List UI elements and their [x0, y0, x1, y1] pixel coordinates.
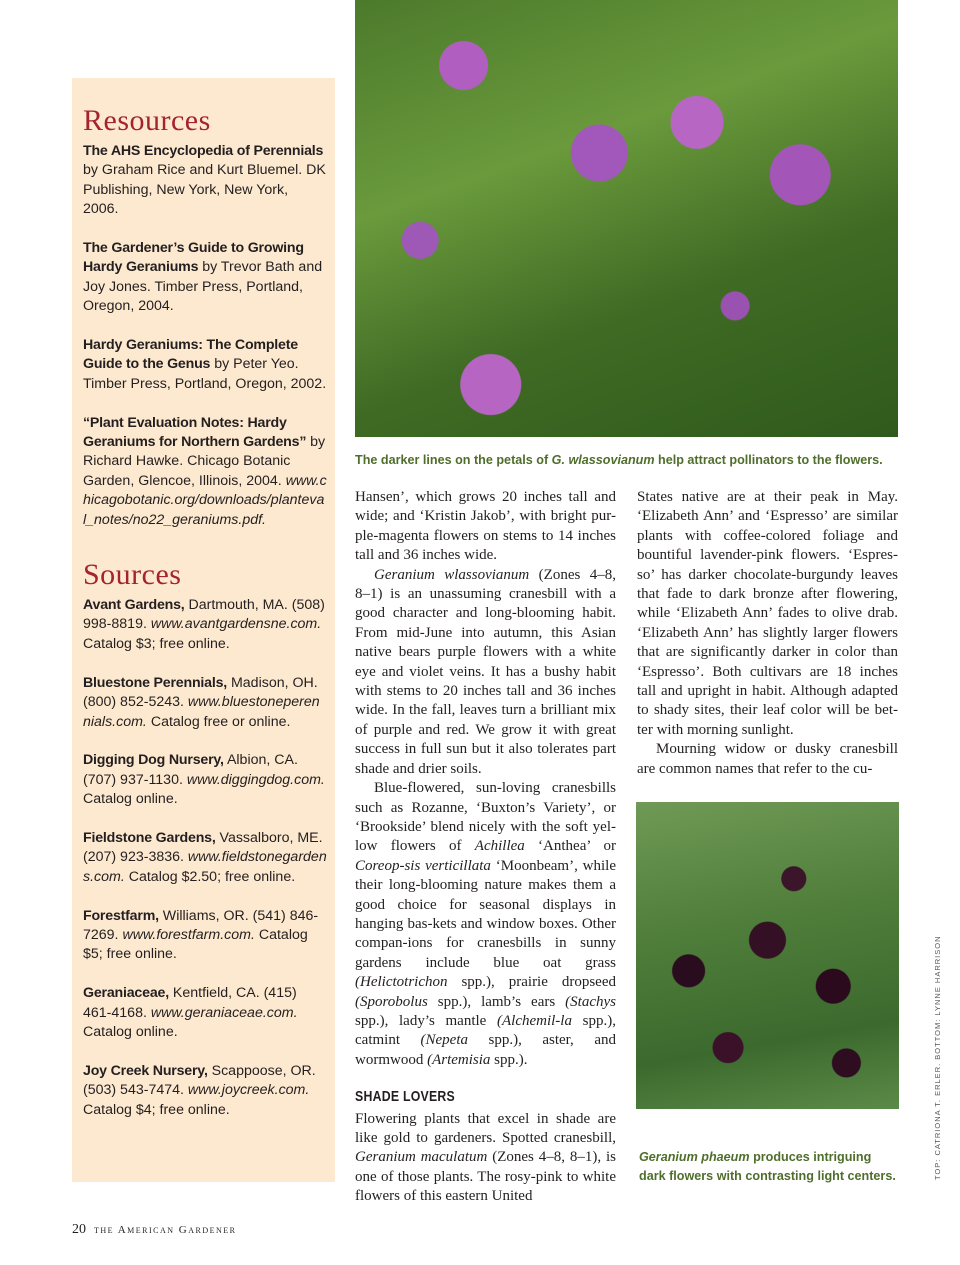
source-entry — [83, 907, 327, 965]
article-paragraph — [355, 779, 616, 1070]
resource-details: by Richard Hawke. Chicago Botanic Garden, Glencoe, Illinois, 2004. — [83, 434, 326, 489]
photo-credit: TOP: CATRIONA T. ERLER. BOTTOM: LYNNE HARRISON — [933, 935, 942, 1180]
article-paragraph: Mourning widow or dusky cranesbill are common names that refer to the cu- — [637, 741, 898, 777]
species-name: Achillea — [474, 838, 525, 855]
source-catalog: Catalog $4; free online. — [83, 1101, 230, 1118]
species-name: (Helictotrichon — [355, 974, 448, 991]
bottom-photo-caption — [639, 1148, 901, 1187]
source-url-link[interactable]: www.avantgardensne.com. — [150, 616, 322, 633]
magazine-name: the American Gardener — [94, 1224, 237, 1236]
source-entry — [83, 984, 327, 1042]
resource-title: The AHS Encyclopedia of Perennials — [83, 143, 324, 159]
source-catalog: Catalog online. — [83, 1023, 178, 1040]
caption-species: Geranium phaeum — [639, 1150, 750, 1164]
source-details: Williams, OR. (541) 846-7269. — [83, 907, 319, 943]
caption-species: G. wlassovianum — [551, 453, 655, 467]
geranium-phaeum-photo — [636, 802, 899, 1109]
resource-title: Hardy Geraniums: The Complete Guide to the Genus — [83, 337, 298, 373]
article-column-right — [637, 488, 898, 779]
paragraph-text: (Zones 4–8, 8–1), is one of those plants. The rosy-pink to white flowers of this eastern United — [355, 1149, 616, 1205]
source-catalog: Catalog online. — [83, 791, 178, 808]
source-url-link[interactable]: www.bluestoneperennials.com. — [83, 694, 320, 730]
resources-sidebar — [72, 78, 335, 1182]
paragraph-text: Flowering plants that excel in shade are like gold to gardeners. Spotted cranesbill, — [355, 1110, 616, 1146]
source-catalog: Catalog $3; free online. — [83, 635, 230, 652]
source-name: Geraniaceae, — [83, 985, 169, 1002]
paragraph-text: (Zones 4–8, 8–1) is an unassuming cranesbill with a good character and long-blooming habit. From mid-June into autumn, this Asian native bears purple flowers with a white eye and violet veins. It has a bushy habit with stems to 20 inches tall and 36 inches wide. In the fall, leaves turn a brilliant mix of purple and red. We grow it with great success in full sun but it also tolerates part shade and drier soils. — [355, 566, 616, 777]
caption-text: help attract pollinators to the flowers. — [654, 453, 883, 467]
source-url-link[interactable]: www.fieldstonegardens.com. — [83, 849, 327, 885]
species-name: (Stachys — [565, 993, 616, 1010]
source-url-link[interactable]: www.joycreek.com. — [187, 1082, 310, 1099]
paragraph-text: spp.), prairie dropseed — [447, 974, 616, 991]
species-name: Geranium wlassovianum — [374, 566, 530, 583]
source-details: Vassalboro, ME. (207) 923-3836. — [83, 829, 323, 866]
section-subhead: SHADE LOVERS — [355, 1088, 456, 1106]
resource-details: by Graham Rice and Kurt Bluemel. DK Publishing, New York, New York, 2006. — [83, 162, 326, 218]
source-details: Scappoose, OR. (503) 543-7474. — [83, 1062, 316, 1099]
source-url-link[interactable]: www.diggingdog.com. — [186, 771, 325, 788]
source-catalog: Catalog $5; free online. — [83, 926, 308, 963]
source-name: Avant Gardens, — [83, 597, 185, 614]
caption-text: produces intriguing dark flowers with contrasting light centers. — [639, 1150, 896, 1184]
paragraph-text: spp.), aster, and wormwood — [355, 1032, 616, 1068]
species-name: Geranium maculatum — [355, 1149, 488, 1166]
geranium-wlassovianum-photo — [355, 0, 898, 437]
paragraph-text: ‘Anthea’ or — [524, 838, 617, 855]
resource-url-link[interactable]: www.chicagobotanic.org/downloads/planteval_notes/no22_geraniums.pdf. — [83, 472, 327, 528]
resource-details: by Trevor Bath and Joy Jones. Timber Press, Portland, Oregon, 2004. — [83, 259, 323, 315]
source-details: Kentfield, CA. (415) 461-4168. — [83, 985, 297, 1021]
species-name: (Alchemil-la — [497, 1012, 572, 1029]
species-name: (Nepeta — [420, 1032, 468, 1049]
resource-title: “Plant Evaluation Notes: Hardy Geraniums for Northern Gardens” — [83, 414, 307, 451]
source-catalog: Catalog free or online. — [146, 713, 291, 730]
source-catalog: Catalog $2.50; free online. — [124, 868, 296, 885]
article-paragraph: States native are at their peak in May. ‘Elizabeth Ann’ and ‘Espresso’ are similar plants with coffee-colored foliage and bountiful lavender-pink flowers. ‘Espres-so’ has darker chocolate-burgundy leaves that fade to dark bronze after flowering, while ‘Elizabeth Ann’ fades to olive drab. ‘Elizabeth Ann’ has slightly larger flowers that are significantly darker in color than ‘Espresso’. Both cultivars are 18 inches tall and upright in habit. Although adapted to shady sites, their leaf color will be bet-ter with morning sunlight. — [637, 489, 898, 738]
source-entry — [83, 596, 327, 654]
source-entry — [83, 829, 327, 887]
source-entry — [83, 751, 327, 809]
resource-entry — [83, 239, 327, 317]
paragraph-text: ‘Moonbeam’, while their long-blooming nature makes them a good choice for seasonal displays in hanging bas-kets and window boxes. Other compan-ions for cranesbills in sunny gardens include blue oat grass — [355, 857, 616, 971]
paragraph-text: spp.), lady’s mantle — [355, 1012, 497, 1029]
caption-text: The darker lines on the petals of — [355, 453, 552, 467]
source-details: Albion, CA. (707) 937-1130. — [83, 752, 298, 788]
source-name: Forestfarm, — [83, 907, 159, 924]
paragraph-text: Blue-flowered, sun-loving cranesbills such as Rozanne, ‘Buxton’s Variety’, or ‘Brookside’ blend nicely with the soft yel-low flowers of — [355, 780, 616, 855]
source-entry — [83, 1062, 327, 1120]
resources-heading: Resources — [83, 104, 211, 137]
source-name: Bluestone Perennials, — [83, 674, 228, 691]
paragraph-text: spp.). — [490, 1051, 528, 1068]
page-number: 20 — [72, 1222, 86, 1237]
resource-entry — [83, 336, 327, 394]
source-details: Dartmouth, MA. (508) 998-8819. — [83, 597, 325, 633]
resource-title: The Gardener’s Guide to Growing Hardy Geraniums — [83, 240, 304, 276]
source-name: Joy Creek Nursery, — [83, 1062, 208, 1079]
species-name: (Artemisia — [427, 1051, 491, 1068]
resource-details: by Peter Yeo. Timber Press, Portland, Oregon, 2002. — [83, 356, 327, 392]
sources-heading: Sources — [83, 558, 182, 592]
resource-entry — [83, 414, 327, 530]
source-url-link[interactable]: www.geraniaceae.com. — [150, 1004, 298, 1021]
source-name: Digging Dog Nursery, — [83, 752, 224, 769]
species-name: (Sporobolus — [355, 993, 428, 1010]
species-name: Coreop-sis verticillata — [355, 857, 491, 874]
source-details: Madison, OH. (800) 852-5243. — [83, 674, 318, 711]
page-folio — [72, 1222, 237, 1238]
article-paragraph: Hansen’, which grows 20 inches tall and wide; and ‘Kristin Jakob’, with bright pur-ple-magenta flowers on stems to 14 inches tall and 36 inches wide. — [355, 489, 616, 564]
paragraph-text: spp.), catmint — [355, 1012, 616, 1049]
source-entry — [83, 674, 327, 732]
article-paragraph — [355, 1110, 616, 1207]
paragraph-text: spp.), lamb’s ears — [427, 993, 566, 1010]
source-name: Fieldstone Gardens, — [83, 829, 216, 846]
article-column-middle — [355, 488, 616, 1207]
source-url-link[interactable]: www.forestfarm.com. — [122, 926, 255, 943]
top-photo-caption — [355, 451, 900, 470]
resource-entry — [83, 142, 327, 220]
article-paragraph — [355, 566, 616, 779]
